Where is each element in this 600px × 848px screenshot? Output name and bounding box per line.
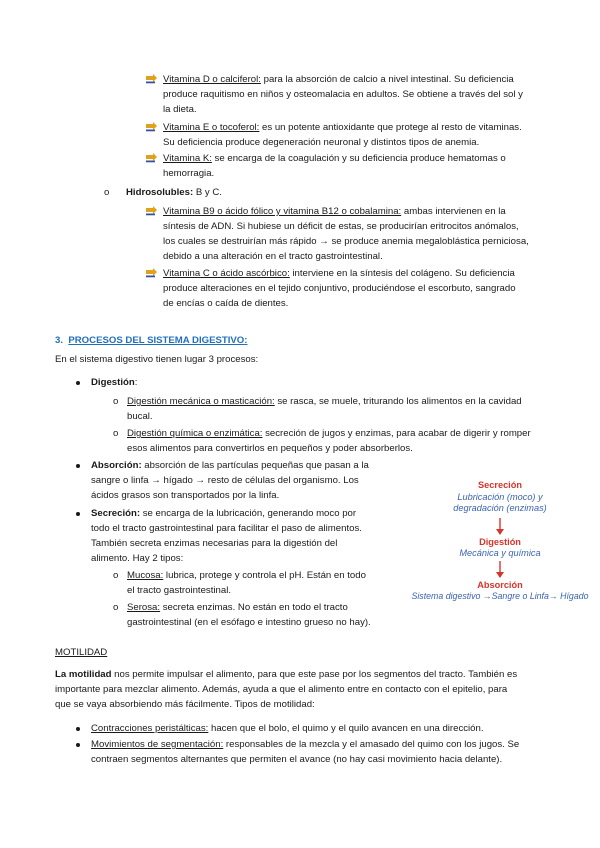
diagram-absorcion-title: Absorción: [477, 580, 523, 590]
secrecion-line3: También secreta enzimas necesarias para la digestión del: [91, 538, 338, 549]
vitamin-e-item: Vitamina E o tocoferol: es un potente antioxidante que protege al resto de vitaminas.: [163, 122, 522, 133]
serosa-line2: gastrointestinal (en el esófago e intestino grueso no hay).: [127, 617, 371, 628]
bullet-dot: [76, 727, 80, 731]
secrecion-line2: todo el tracto gastrointestinal para facilitar el paso de alimentos.: [91, 523, 362, 534]
down-arrow-icon: [495, 518, 505, 536]
mucosa-item: Mucosa: lubrica, protege y controla el pH. Están en todo: [127, 570, 366, 581]
vitamin-b-term: Vitamina B9 o ácido fólico y vitamina B12 o cobalamina:: [163, 206, 402, 217]
vitamin-b-line3: los cuales se destruirían más rápido → se produce anemia megaloblástica perniciosa,: [163, 236, 529, 247]
vitamin-c-item: Vitamina C o ácido ascórbico: interviene en la síntesis del colágeno. Su deficiencia: [163, 268, 515, 279]
vitamin-e-line2: Su deficiencia produce degeneración neuronal y distintos tipos de anemia.: [163, 137, 480, 148]
vitamin-b-line2: síntesis de ADN. Si hubiese un déficit de estas, se producirían eritrocitos anómalos,: [163, 221, 519, 232]
diagram-secrecion-title: Secreción: [478, 480, 522, 490]
processes-diagram: [405, 480, 595, 610]
digestion-quimica-term: Digestión química o enzimática:: [127, 428, 263, 439]
segmentacion-term: Movimientos de segmentación:: [91, 739, 224, 750]
absorcion-line3: ácidos grasos son transportados por la linfa.: [91, 490, 280, 501]
digestion-quimica-item: Digestión química o enzimática: secreción de jugos y enzimas, para acabar de digerir y romper: [127, 428, 531, 439]
circle-bullet: o: [113, 428, 119, 439]
digestion-label: Digestión: [91, 377, 135, 388]
digestion-mecanica-line2: bucal.: [127, 411, 153, 422]
secrecion-line4: alimento. Hay 2 tipos:: [91, 553, 184, 564]
vitamin-b-line4: debido a una alteración en el tracto gastrointestinal.: [163, 251, 383, 262]
vitamin-k-term: Vitamina K:: [163, 153, 212, 164]
arrow-bullet-icon: [146, 206, 157, 216]
circle-bullet: o: [113, 602, 119, 613]
hidrosolubles-label: Hidrosolubles:: [126, 187, 194, 198]
circle-bullet: o: [113, 570, 119, 581]
motilidad-bold: La motilidad: [55, 669, 112, 680]
segmentacion-line2: contraen segmentos alternantes que permiten el avance (no hay casi movimiento hacia delante).: [91, 754, 503, 765]
serosa-item: Serosa: secreta enzimas. No están en todo el tracto: [127, 602, 348, 613]
bullet-dot: [76, 381, 80, 385]
vitamin-k-item: Vitamina K: se encarga de la coagulación y su deficiencia produce hematomas o: [163, 153, 506, 164]
secrecion-item: Secreción: se encarga de la lubricación, generando moco por: [91, 508, 357, 519]
digestion-mecanica-term: Digestión mecánica o masticación:: [127, 396, 275, 407]
circle-bullet: o: [113, 396, 119, 407]
vitamin-c-line2: produce alteraciones en el tejido conjuntivo, produciéndose el escorbuto, sangrado: [163, 283, 516, 294]
peristalticas-item: Contracciones peristálticas: hacen que el bolo, el quimo y el quilo avancen en una dirección.: [91, 723, 484, 734]
bullet-dot: [76, 743, 80, 747]
vitamin-c-term: Vitamina C o ácido ascórbico:: [163, 268, 290, 279]
digestion-quimica-line2: esos alimentos para convertirlos en pequeños y poder absorberlos.: [127, 443, 413, 454]
motilidad-line2: importante para mezclar alimento. Además, ayuda a que el alimento entre en contacto con el epitelio, para: [55, 684, 508, 695]
hidrosolubles-item: Hidrosolubles: B y C.: [126, 187, 222, 198]
section-heading: [55, 333, 247, 348]
vitamin-d-line2: produce raquitismo en niños y osteomalacia en adultos. Se obtiene a través del sol y: [163, 89, 523, 100]
motilidad-line3: que se vaya absorbiendo más fácilmente. Tipos de motilidad:: [55, 699, 315, 710]
digestion-mecanica-item: Digestión mecánica o masticación: se rasca, se muele, triturando los alimentos en la cavidad: [127, 396, 522, 407]
bullet-dot: [76, 512, 80, 516]
absorcion-item: Absorción: absorción de las partículas pequeñas que pasan a la: [91, 460, 369, 471]
down-arrow-icon: [495, 561, 505, 579]
section-intro: En el sistema digestivo tienen lugar 3 procesos:: [55, 354, 259, 365]
mucosa-line2: el tracto gastrointestinal.: [127, 585, 231, 596]
mucosa-term: Mucosa:: [127, 570, 164, 581]
section-number: 3.: [55, 335, 64, 346]
absorcion-label: Absorción:: [91, 460, 142, 471]
secrecion-label: Secreción:: [91, 508, 141, 519]
section-title: PROCESOS DEL SISTEMA DIGESTIVO:: [68, 335, 248, 346]
segmentacion-item: Movimientos de segmentación: responsables de la mezcla y el amasado del quimo con los jugos. Se: [91, 739, 520, 750]
serosa-term: Serosa:: [127, 602, 161, 613]
vitamin-k-line2: hemorragia.: [163, 168, 215, 179]
motilidad-heading: MOTILIDAD: [55, 647, 108, 658]
vitamin-c-line3: de encías o caída de dientes.: [163, 298, 289, 309]
vitamin-d-item: Vitamina D o calciferol: para la absorción de calcio a nivel intestinal. Su deficiencia: [163, 74, 514, 85]
arrow-bullet-icon: [146, 268, 157, 278]
digestion-item: Digestión:: [91, 377, 138, 388]
vitamin-b-item: Vitamina B9 o ácido fólico y vitamina B12 o cobalamina: ambas intervienen en la: [163, 206, 506, 217]
circle-bullet: o: [104, 187, 110, 198]
vitamin-d-line3: la dieta.: [163, 104, 197, 115]
diagram-secrecion-sub2: degradación (enzimas): [453, 503, 547, 513]
peristalticas-term: Contracciones peristálticas:: [91, 723, 209, 734]
vitamin-d-term: Vitamina D o calciferol:: [163, 74, 261, 85]
vitamin-e-term: Vitamina E o tocoferol:: [163, 122, 260, 133]
arrow-bullet-icon: [146, 74, 157, 84]
motilidad-paragraph: La motilidad nos permite impulsar el alimento, para que este pase por los segmentos del tracto. También es: [55, 669, 518, 680]
diagram-digestion-sub: Mecánica y química: [459, 548, 541, 558]
arrow-bullet-icon: [146, 153, 157, 163]
bullet-dot: [76, 464, 80, 468]
diagram-absorcion-sub: Sistema digestivo →Sangre o Linfa→ Hígado: [411, 591, 589, 601]
arrow-bullet-icon: [146, 122, 157, 132]
absorcion-line2: sangre o linfa → hígado → resto de células del organismo. Los: [91, 475, 359, 486]
diagram-digestion-title: Digestión: [479, 537, 521, 547]
diagram-secrecion-sub1: Lubricación (moco) y: [457, 492, 543, 502]
